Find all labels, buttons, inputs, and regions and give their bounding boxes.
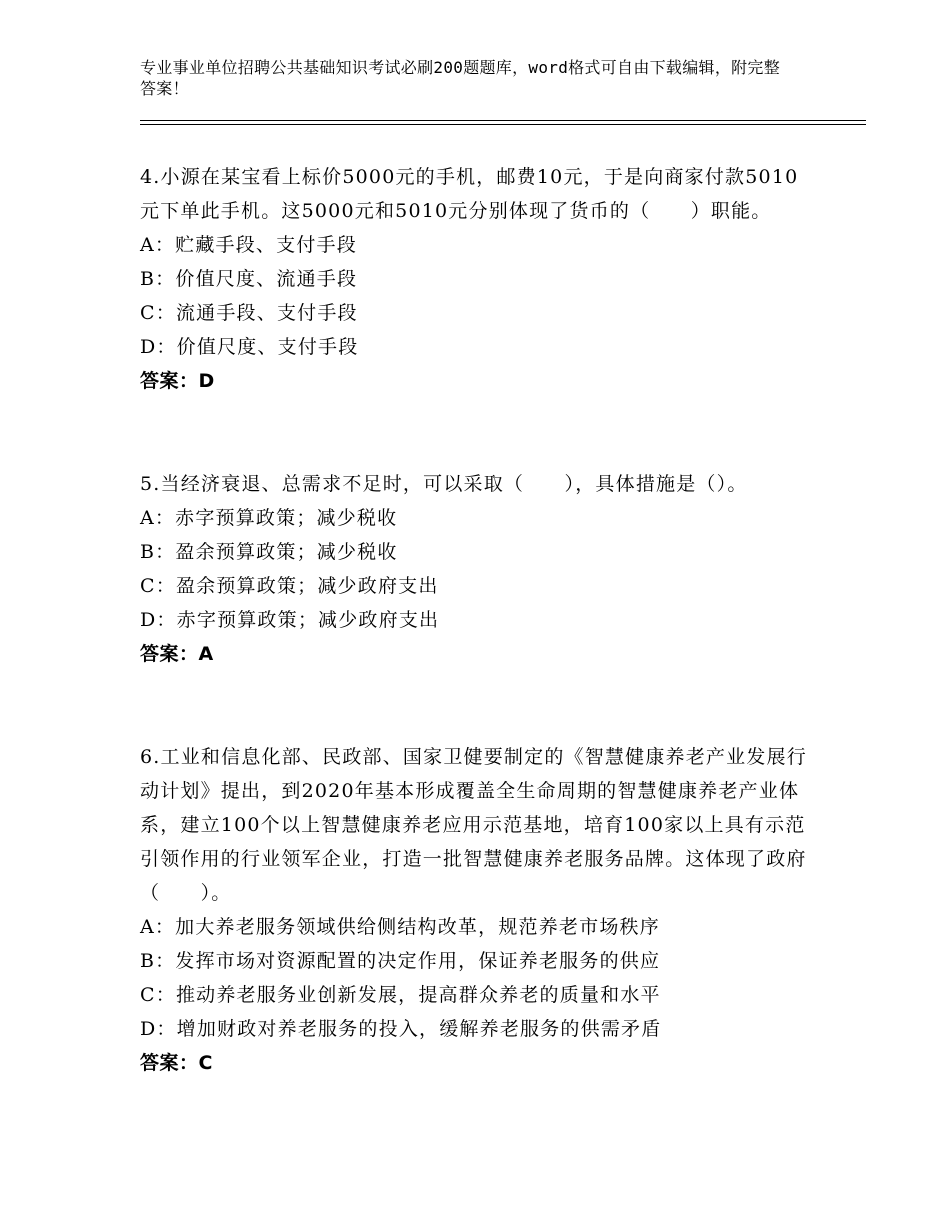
document-header: 专业事业单位招聘公共基础知识考试必刷200题题库，word格式可自由下载编辑，附完整答案！	[140, 58, 781, 98]
answer-label: 答案：D	[140, 370, 215, 392]
option-a: A：贮藏手段、支付手段	[140, 234, 357, 256]
header-divider-top	[140, 120, 866, 121]
answer-label: 答案：A	[140, 643, 214, 665]
option-d: D：价值尺度、支付手段	[140, 336, 359, 358]
option-c: C：推动养老服务业创新发展，提高群众养老的质量和水平	[140, 984, 661, 1006]
option-b: B：盈余预算政策；减少税收	[140, 541, 398, 563]
question-6	[140, 740, 808, 1080]
option-c: C：流通手段、支付手段	[140, 302, 358, 324]
option-d: D：赤字预算政策；减少政府支出	[140, 609, 440, 631]
option-d: D：增加财政对养老服务的投入，缓解养老服务的供需矛盾	[140, 1018, 662, 1040]
option-b: B：价值尺度、流通手段	[140, 268, 358, 290]
header-divider-bottom	[140, 124, 866, 125]
question-5	[140, 467, 808, 671]
option-a: A：加大养老服务领域供给侧结构改革，规范养老市场秩序	[140, 916, 660, 938]
question-text: 5.当经济衰退、总需求不足时，可以采取（ ），具体措施是（）。	[140, 473, 748, 495]
question-text: 6.工业和信息化部、民政部、国家卫健要制定的《智慧健康养老产业发展行动计划》提出，到2020年基本形成覆盖全生命周期的智慧健康养老产业体系，建立100个以上智慧健康养老应用示范基地，培育100家以上具有示范引领作用的行业领军企业，打造一批智慧健康养老服务品牌。这体现了政府（ ）。	[140, 746, 807, 904]
question-4	[140, 160, 808, 398]
answer-label: 答案：C	[140, 1052, 213, 1074]
option-c: C：盈余预算政策；减少政府支出	[140, 575, 439, 597]
option-b: B：发挥市场对资源配置的决定作用，保证养老服务的供应	[140, 950, 661, 972]
question-text: 4.小源在某宝看上标价5000元的手机，邮费10元，于是向商家付款5010元下单此手机。这5000元和5010元分别体现了货币的（ ）职能。	[140, 166, 799, 222]
option-a: A：赤字预算政策；减少税收	[140, 507, 398, 529]
